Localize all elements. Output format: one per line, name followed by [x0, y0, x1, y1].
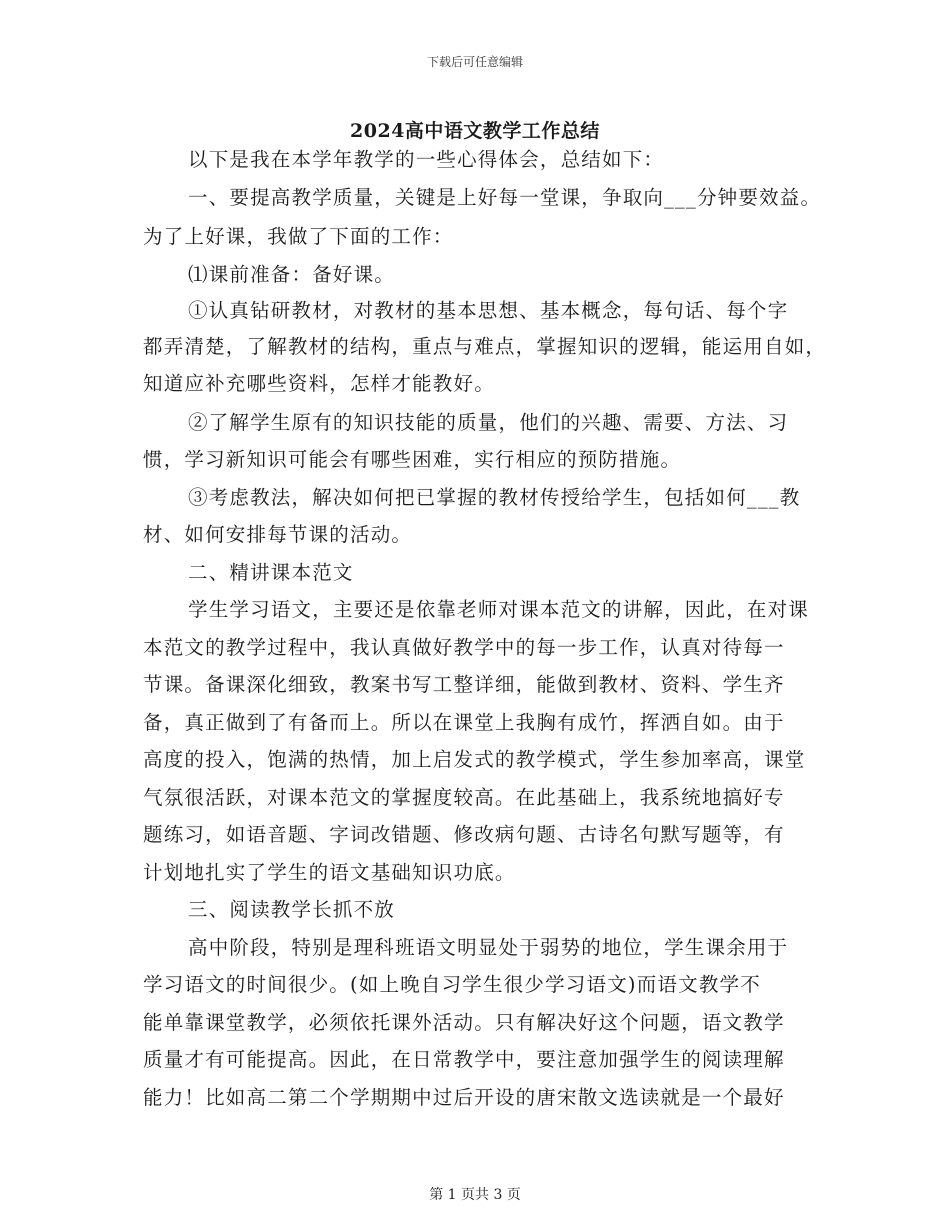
body-line: 计划地扎实了学生的语文基础知识功底。	[143, 861, 516, 884]
body-line: 惯，学习新知识可能会有哪些困难，实行相应的预防措施。	[143, 448, 682, 471]
document-title: 2024高中语文教学工作总结	[350, 120, 600, 142]
body-line: 都弄清楚，了解教材的结构，重点与难点，掌握知识的逻辑，能运用自如，	[143, 335, 827, 358]
body-line: 能单靠课堂教学，必须依托课外活动。只有解决好这个问题，语文教学	[143, 1011, 785, 1034]
body-line: 能力！比如高二第二个学期期中过后开设的唐宋散文选读就是一个最好	[143, 1086, 785, 1109]
body-line: 学习语文的时间很少。(如上晚自习学生很少学习语文)而语文教学不	[143, 973, 761, 996]
body-line: ②了解学生原有的知识技能的质量，他们的兴趣、需要、方法、习	[188, 411, 789, 434]
body-line: 节课。备课深化细致，教案书写工整详细，能做到教材、资料、学生齐	[143, 673, 785, 696]
body-line: ⑴课前准备：备好课。	[188, 263, 396, 286]
body-line: 本范文的教学过程中，我认真做好教学中的每一步工作，认真对待每一	[143, 636, 785, 659]
body-line: 学生学习语文，主要还是依靠老师对课本范文的讲解，因此，在对课	[188, 598, 810, 621]
body-line: ③考虑教法，解决如何把已掌握的教材传授给学生，包括如何___教	[188, 486, 801, 509]
body-line: 以下是我在本学年教学的一些心得体会，总结如下：	[188, 148, 665, 171]
section-heading: 二、精讲课本范文	[188, 561, 354, 584]
body-line: ①认真钻研教材，对教材的基本思想、基本概念，每句话、每个字	[188, 299, 789, 322]
body-line: 备，真正做到了有备而上。所以在课堂上我胸有成竹，挥洒自如。由于	[143, 711, 785, 734]
body-line: 质量才有可能提高。因此，在日常教学中，要注意加强学生的阅读理解	[143, 1048, 785, 1071]
body-line: 一、要提高教学质量，关键是上好每一堂课，争取向___分钟要效益。	[188, 186, 822, 209]
body-line: 题练习，如语音题、字词改错题、修改病句题、古诗名句默写题等，有	[143, 823, 785, 846]
page-footer: 第 1 页共 3 页	[429, 1187, 521, 1203]
section-heading: 三、阅读教学长抓不放	[188, 898, 396, 921]
body-line: 材、如何安排每节课的活动。	[143, 523, 413, 546]
header-note: 下载后可任意编辑	[426, 55, 523, 69]
body-line: 高度的投入，饱满的热情，加上启发式的教学模式，学生参加率高，课堂	[143, 748, 806, 771]
body-line: 高中阶段，特别是理科班语文明显处于弱势的地位，学生课余用于	[188, 936, 789, 959]
body-line: 气氛很活跃，对课本范文的掌握度较高。在此基础上，我系统地搞好专	[143, 786, 785, 809]
body-line: 知道应补充哪些资料，怎样才能教好。	[143, 372, 495, 395]
body-line: 为了上好课，我做了下面的工作：	[143, 225, 454, 248]
